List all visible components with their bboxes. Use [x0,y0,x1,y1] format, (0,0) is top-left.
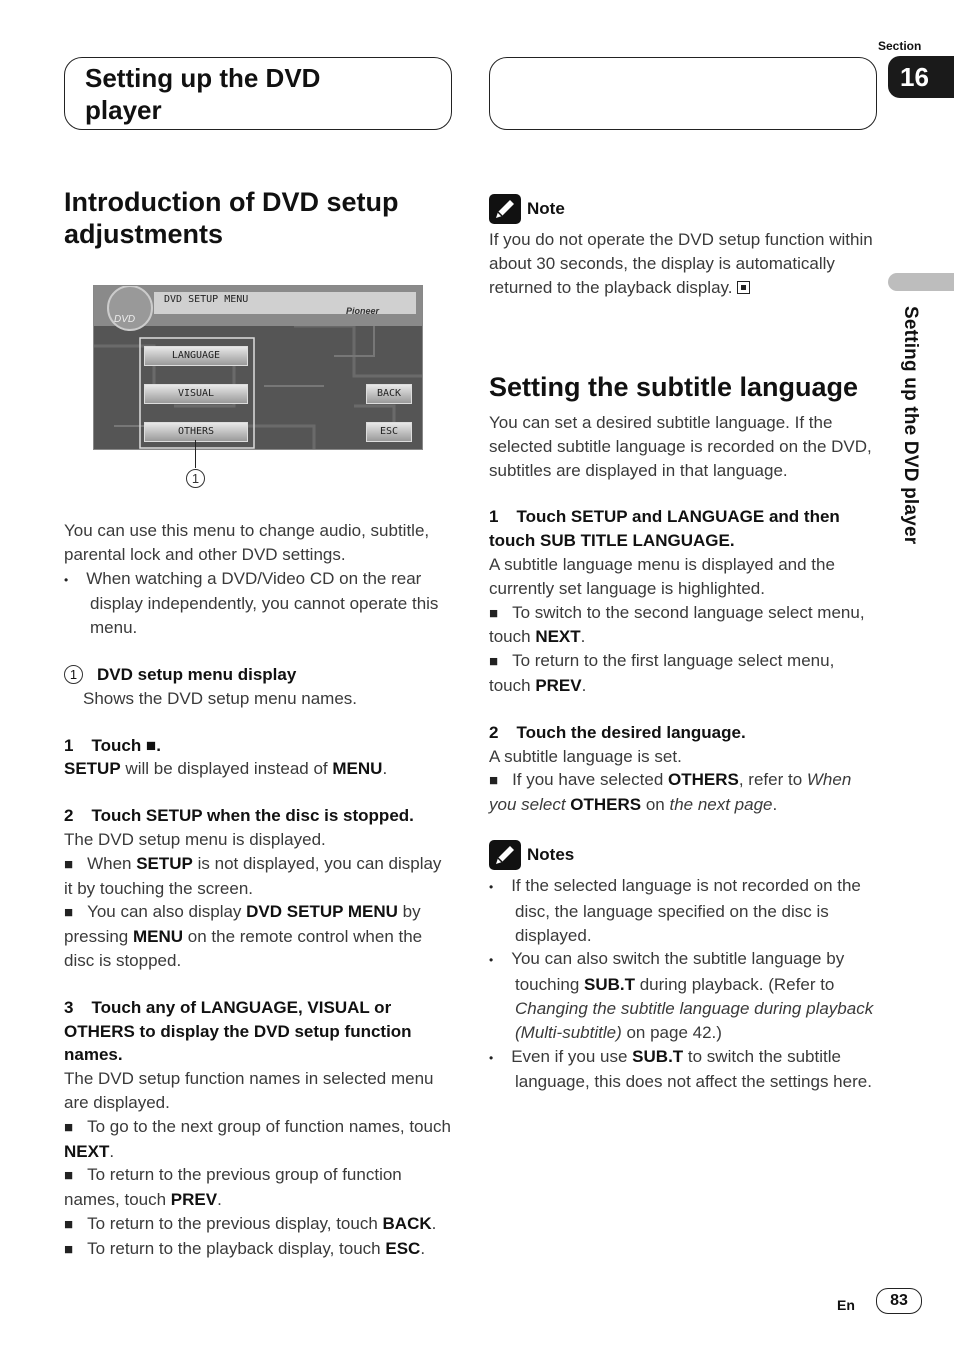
left-step2-bullet2: ■ You can also display DVD SETUP MENU by pressing MENU on the remote control when the disc is stopped. [64,902,423,970]
side-tab-marker [888,273,954,291]
heading-intro-dvd-setup: Introduction of DVD setup adjustments [64,187,399,249]
screen-visual-button[interactable]: VISUAL [144,384,248,404]
left-step3-title: Touch any of LANGUAGE, VISUAL or OTHERS to display the DVD setup function names. [64,997,412,1065]
right-step1 [489,505,877,553]
left-step3-bullet1: ■ To go to the next group of function names, touch NEXT. [64,1116,451,1161]
header-title: Setting up the DVD player [85,63,321,125]
right-step1-title: Touch SETUP and LANGUAGE and then touch SUB TITLE LANGUAGE. [489,507,840,551]
left-step2-bullet1: ■ When SETUP is not displayed, you can display it by touching the screen. [64,853,442,898]
right-step2-num: 2 [489,722,499,742]
header-empty-box [489,57,877,130]
screen-title: DVD SETUP MENU [164,294,249,305]
note-text: If you do not operate the DVD setup function within about 30 seconds, the display is automatically returned to the playback display. [489,230,873,297]
screen-language-button[interactable]: LANGUAGE [144,346,248,366]
page-number: 83 [876,1288,922,1314]
screen-esc-button[interactable]: ESC [366,422,412,442]
header-title-box [64,57,452,130]
section-number-badge: 16 [888,56,954,98]
side-section-title: Setting up the DVD player [900,306,921,545]
end-square-icon [737,281,750,294]
left-step1-desc: SETUP will be displayed instead of MENU. [64,759,388,779]
notes-item-2: • You can also switch the subtitle language by touching SUB.T during playback. (Refer to Changing the subtitle language during playback (Multi-subtitle) on page 42.) [489,949,874,1042]
right-step1-bullet1: ■ To switch to the second language select menu, touch NEXT. [489,602,865,647]
intro-bullet-text: When watching a DVD/Video CD on the rear display independently, you cannot operate this menu. [86,568,439,638]
callout-item-marker: 1 [64,665,83,684]
left-step1 [64,734,452,758]
screen-back-button[interactable]: BACK [366,384,412,404]
notes-item-1: • If the selected language is not recorded on the disc, the language specified on the disc is displayed. [489,875,861,945]
note-label: Note [527,199,565,219]
callout-marker: 1 [186,469,205,488]
right-step1-num: 1 [489,507,499,527]
notes-pencil-icon [489,840,521,870]
notes-item-3: • Even if you use SUB.T to switch the subtitle language, this does not affect the settings here. [489,1046,872,1092]
right-step2-title: Touch the desired language. [516,722,746,742]
right-step2-bullet1: ■ If you have selected OTHERS, refer to When you select OTHERS on the next page. [489,770,852,815]
screen-brand: Pioneer [346,306,380,316]
intro-bullet: • When watching a DVD/Video CD on the rear display independently, you cannot operate this menu. [64,568,439,638]
note-header [489,194,874,224]
callout-item-desc: Shows the DVD setup menu names. [83,688,358,708]
notes-label: Notes [527,845,575,865]
left-step2-desc: The DVD setup menu is displayed. [64,829,326,849]
screen-others-button[interactable]: OTHERS [144,422,248,442]
left-step3 [64,996,452,1067]
dvd-setup-menu-screenshot [93,285,423,450]
left-step2 [64,804,452,828]
right-step1-bullet2: ■ To return to the first language select menu, touch PREV. [489,651,835,695]
left-step3-desc: The DVD setup function names in selected menu are displayed. [64,1069,434,1112]
callout-item [64,663,452,687]
left-step3-bullet2: ■ To return to the previous group of function names, touch PREV. [64,1165,402,1210]
callout-item-title: DVD setup menu display [97,664,297,684]
right-step1-desc: A subtitle language menu is displayed and the currently set language is highlighted. [489,554,835,598]
left-step1-title: Touch ■. [91,735,161,755]
callout-line [195,440,196,468]
left-step3-bullet4: ■ To return to the playback display, touch ESC. [64,1238,426,1258]
right-step2-desc: A subtitle language is set. [489,746,682,766]
section-label: Section [878,39,922,53]
intro-paragraph: You can use this menu to change audio, subtitle, parental lock and other DVD settings. [64,521,430,564]
left-step3-bullet3: ■ To return to the previous display, touch BACK. [64,1213,437,1233]
left-step2-title: Touch SETUP when the disc is stopped. [91,806,414,826]
right-note-block [489,194,874,299]
left-step1-num: 1 [64,735,74,755]
right-intro: You can set a desired subtitle language. If the selected subtitle language is recorded on the DVD, subtitles are displayed in that language. [489,413,872,480]
left-step2-num: 2 [64,806,74,826]
left-column-text [64,519,452,1262]
left-step3-num: 3 [64,997,74,1017]
right-column-text [489,411,877,1094]
right-step2 [489,721,877,745]
note-pencil-icon [489,194,521,224]
screen-logo: DVD [114,314,136,325]
notes-header [489,840,877,870]
footer-language: En [837,1297,855,1313]
heading-subtitle-language: Setting the subtitle language [489,372,859,402]
